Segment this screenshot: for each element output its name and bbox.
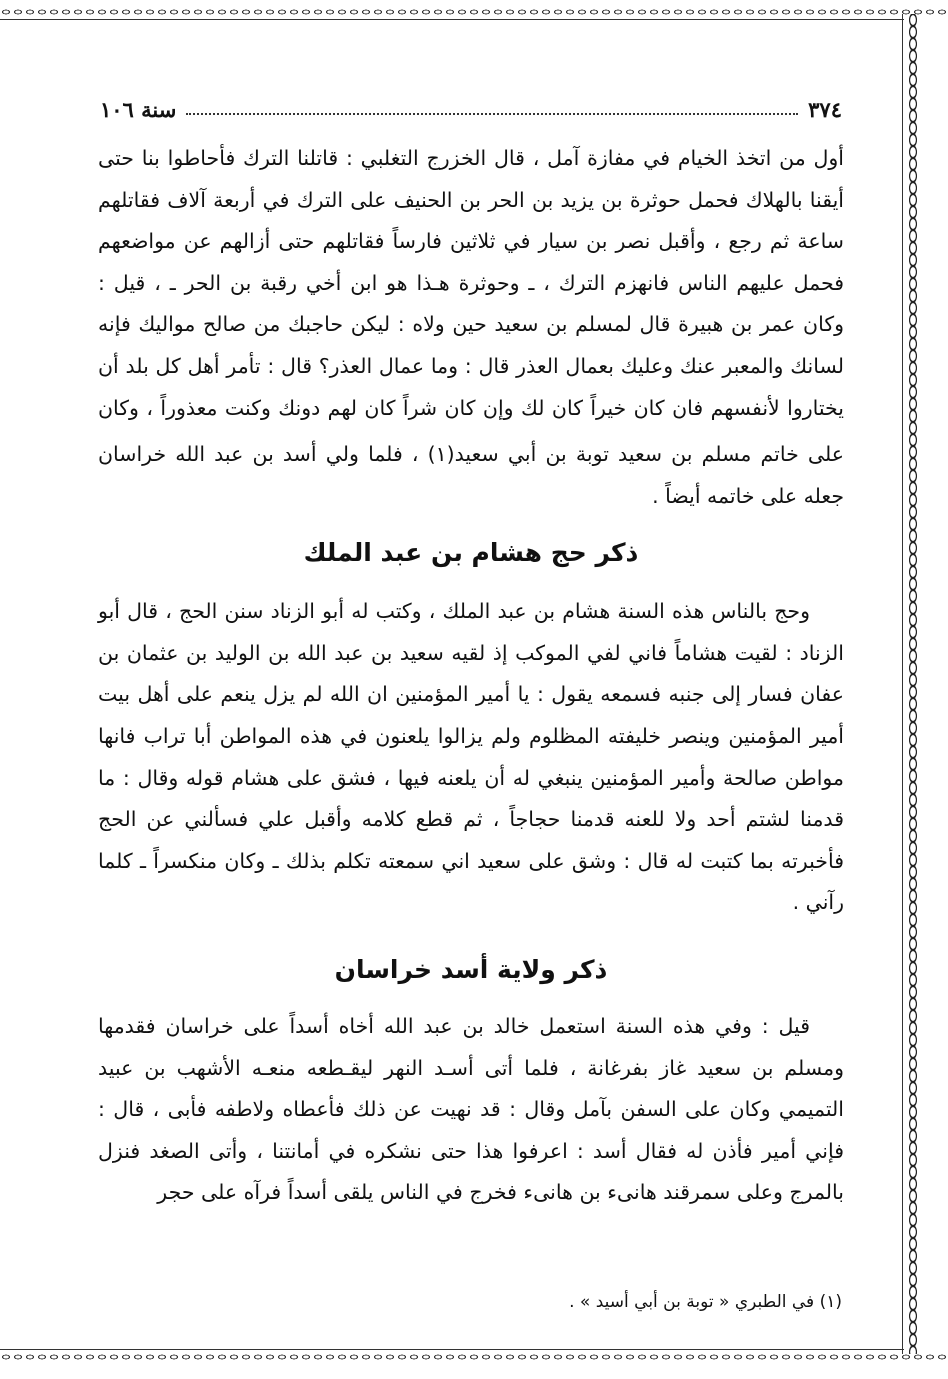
bottom-ornamental-border [0,1351,948,1363]
section-heading-hajj: ذكر حج هشام بن عبد الملك [303,538,639,568]
top-border-line [0,19,904,20]
asad-paragraph: قيل : وفي هذه السنة استعمل خالد بن عبد الله أخاه أسداً على خراسان فقدمها ومسلم بن سعيد غاز بفرغانة ، فلما أتى أسـد النهر ليقـطعه منعـه الأشهب بن عبيد التميمي وكان على السفن بآمل وقال : قد نهيت عن ذلك فأعطاه ولاطفه فأبى ، قال : فإني أمير فأذن له فقال أسد : اعرفوا هذا حتى نشكره في أمانتنا ، وأتى الصغد فنزل بالمرج وعلى سمرقند هانىء بن هانىء فخرج في الناس يلقى أسداً فرآه على حجر [98,1013,844,1205]
bottom-border-line [0,1349,904,1350]
section-heading-asad: ذكر ولاية أسد خراسان [334,954,608,984]
opening-paragraph: أول من اتخذ الخيام في مفازة آمل ، قال الخزرج التغلبي : قاتلنا الترك فأحاطوا بنا حتى أيقنا بالهلاك فحمل حوثرة بن يزيد بن الحر بن الحنيف على الترك في أربعة آلاف فقاتلهم ساعة ثم رجع ، وأقبل نصر بن سيار في ثلاثين فارساً فقاتلهم حتى أزالهم عن مواضعهم فحمل عليهم الناس فانهزم الترك ، ـ وحوثرة هـذا هو ابن أخي رقبة بن الحر ـ ، قيل : وكان عمر بن هبيرة قال لمسلم بن سعيد حين ولاه : ليكن حاجبك من صالح مواليك فإنه لسانك والمعبر عنك وعليك بعمال العذر قال : وما عمال العذر؟ قال : تأمر أهل كل بلد أن يختاروا لأنفسهم فان كان خيراً كان لك وإن كان شراً كان لهم دونك وكنت معذوراً ، وكان على خاتم مسلم بن سعيد توبة بن أبي سعيد(١) ، فلما ولي أسد بن عبد الله خراسان جعله على خاتمه أيضاً . [98,146,844,508]
footnote: (١) في الطبري « توبة بن أبي أسيد » . [569,1292,842,1312]
header-dotted-leader [186,113,798,115]
year-label: سنة ١٠٦ [100,96,177,122]
page-body [98,138,844,1214]
page-number: ٣٧٤ [808,96,842,122]
hajj-paragraph: وحج بالناس هذه السنة هشام بن عبد الملك ، وكتب له أبو الزناد سنن الحج ، قال أبو الزناد : لقيت هشاماً فاني لفي الموكب إذ لقيه سعيد بن عبد الله بن الوليد بن عثمان بن عفان فسار إلى جنبه فسمعه يقول : يا أمير المؤمنين ان الله لم يزل ينعم على أهل بيت أمير المؤمنين وينصر خليفته المظلوم ولم يزالوا يلعنون في هذه المواطن أبا تراب فانها مواطن صالحة وأمير المؤمنين ينبغي له أن يلعنه فيها ، فشق على هشام قوله وقال : ما قدمنا لشتم أحد ولا للعنه قدمنا حجاجاً ، ثم قطع كلامه وأقبل علي فسألني عن الحج فأخبرته بما كتبت له قال : وشق على سعيد اني سمعته تكلم بذلك ـ وكان منكسراً ـ كلما رآني . [98,599,844,915]
top-ornamental-border [0,6,948,18]
right-border-line [902,14,903,1354]
right-ornamental-border [906,14,920,1354]
running-header [100,92,842,126]
